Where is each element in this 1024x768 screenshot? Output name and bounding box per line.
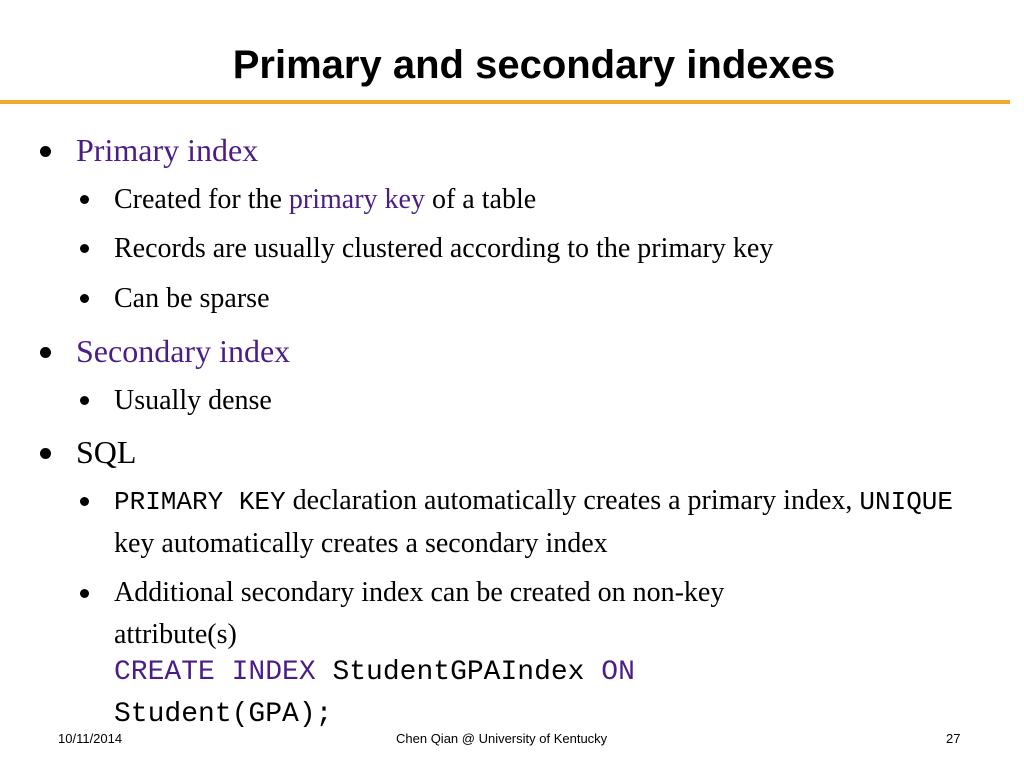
bullet-primary-key-unique: [114, 480, 994, 565]
bullet-secondary-index: Secondary index: [76, 333, 291, 369]
slide-title: Primary and secondary indexes: [232, 43, 836, 87]
text-segment: of a table: [424, 184, 537, 215]
bullet-can-be-sparse: Can be sparse: [114, 283, 270, 314]
sql-create-index-line2: Student(GPA);: [114, 699, 333, 730]
code-primary-key: PRIMARY KEY: [114, 487, 286, 517]
text-segment: Created for the: [114, 184, 289, 215]
bullet-dot-icon: [80, 244, 89, 253]
sql-create-index-line1: [114, 652, 635, 694]
sql-index-name: StudentGPAIndex: [315, 657, 602, 688]
bullet-dot-icon: [40, 146, 51, 157]
code-unique: UNIQUE: [859, 487, 954, 517]
bullet-sql: SQL: [76, 434, 137, 470]
bullet-dot-icon: [80, 497, 89, 506]
title-divider: [0, 100, 1010, 104]
bullet-dot-icon: [80, 294, 89, 303]
bullet-additional-secondary-index-line2: attribute(s): [114, 619, 237, 650]
bullet-dot-icon: [80, 589, 89, 598]
text-segment: declaration automatically creates a primary index,: [285, 485, 860, 516]
bullet-records-clustered: Records are usually clustered according to the primary key: [114, 233, 774, 264]
footer-date: 10/11/2014: [58, 731, 123, 746]
footer-page-number: 27: [946, 731, 961, 746]
bullet-dot-icon: [80, 195, 89, 204]
sql-keyword-on: ON: [601, 657, 635, 688]
bullet-primary-index: Primary index: [76, 132, 259, 168]
bullet-created-for-primary-key: [114, 179, 994, 221]
text-segment: key automatically creates a secondary index: [114, 528, 608, 559]
bullet-dot-icon: [80, 396, 89, 405]
bullet-dot-icon: [40, 448, 51, 459]
bullet-usually-dense: Usually dense: [114, 385, 272, 416]
footer-author: Chen Qian @ University of Kentucky: [396, 731, 608, 746]
highlight-primary-key: primary key: [288, 184, 425, 215]
bullet-dot-icon: [40, 347, 51, 358]
bullet-additional-secondary-index-line1: Additional secondary index can be created on non-key: [114, 577, 725, 608]
sql-keyword-create-index: CREATE INDEX: [114, 657, 316, 688]
